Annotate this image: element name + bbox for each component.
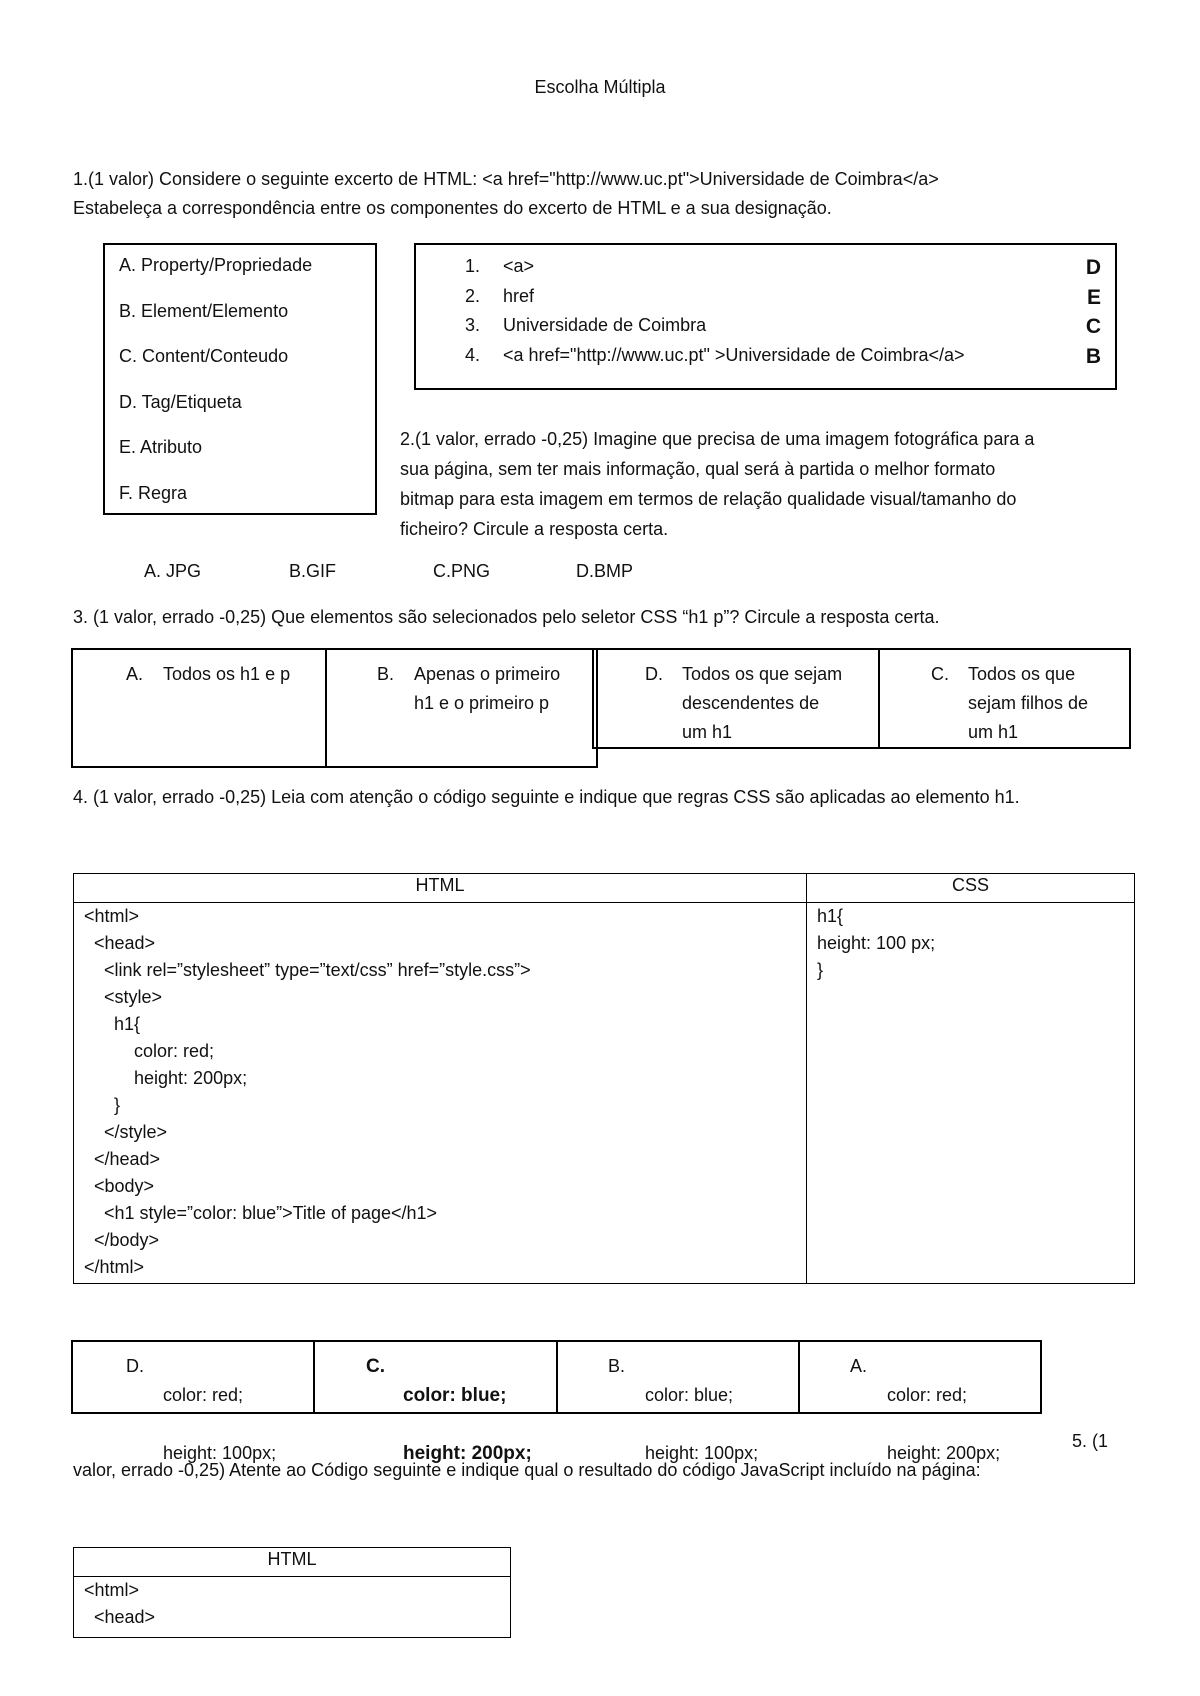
- option-letter: A.: [850, 1356, 868, 1376]
- designation-option: C. Content/Conteudo: [119, 346, 289, 367]
- code-line: <link rel=”stylesheet” type=”text/css” href=”style.css”>: [84, 960, 531, 980]
- match-component: href: [503, 285, 535, 306]
- code-line: h1{: [84, 1014, 141, 1034]
- code-line: </style>: [84, 1122, 168, 1142]
- question-2-text: [400, 424, 1140, 544]
- match-answer: B: [1085, 344, 1101, 368]
- code-line: </head>: [84, 1149, 161, 1169]
- option-text: [645, 1352, 798, 1463]
- option-letter: C.: [931, 664, 949, 684]
- question-4-option[interactable]: [71, 1340, 315, 1463]
- match-row: [465, 255, 1101, 285]
- question-3-text: 3. (1 valor, errado -0,25) Que elementos são selecionados pelo seletor CSS “h1 p”? Circule a resposta certa.: [73, 607, 940, 627]
- code-line: }: [84, 1095, 121, 1115]
- option-text: Todos os que sejam filhos de um h1: [968, 664, 1089, 742]
- code-line: }: [817, 960, 824, 980]
- option-text: Apenas o primeiro h1 e o primeiro p: [414, 664, 561, 713]
- question-5-text: valor, errado -0,25) Atente ao Código seguinte e indique qual o resultado do código JavaScript incluído na página:: [73, 1460, 981, 1480]
- match-answer: C: [1085, 315, 1101, 338]
- option-letter: C.: [366, 1356, 385, 1377]
- match-number: 2.: [465, 285, 481, 306]
- option-line: height: 100px;: [645, 1443, 759, 1463]
- question-2-line: bitmap para esta imagem em termos de relação qualidade visual/tamanho do: [400, 489, 1017, 509]
- code-line: <style>: [84, 987, 163, 1007]
- option-text: [163, 1352, 313, 1463]
- question-2-line: ficheiro? Circule a resposta certa.: [400, 519, 669, 539]
- html-column-header: HTML: [74, 1548, 511, 1577]
- code-line: <body>: [84, 1176, 155, 1196]
- option-letter: D.: [126, 1356, 144, 1376]
- match-number: 3.: [465, 315, 481, 335]
- page-title: Escolha Múltipla: [534, 77, 666, 97]
- code-line: </body>: [84, 1230, 160, 1250]
- match-component: <a>: [503, 256, 535, 276]
- match-answer: D: [1085, 256, 1101, 279]
- code-line: <h1 style=”color: blue”>Title of page</h1>: [84, 1203, 438, 1223]
- option-text: [403, 1352, 556, 1464]
- option-text: [887, 1352, 1040, 1463]
- question-5-number: 5. (1: [1071, 1431, 1108, 1451]
- option-line: height: 200px;: [403, 1443, 532, 1464]
- option-text: Todos os h1 e p: [163, 664, 291, 684]
- question-4-option[interactable]: [313, 1340, 558, 1464]
- code-line: </html>: [84, 1257, 145, 1277]
- question-2-option[interactable]: D.BMP: [576, 561, 634, 581]
- html-column-header: HTML: [74, 874, 807, 903]
- match-component: Universidade de Coimbra: [503, 315, 707, 335]
- match-number: 1.: [465, 256, 481, 276]
- option-text: Todos os que sejam descendentes de um h1: [682, 664, 843, 742]
- question-3-option[interactable]: [71, 648, 327, 768]
- question-4-text: 4. (1 valor, errado -0,25) Leia com atenção o código seguinte e indique que regras CSS são aplicadas ao elemento h1.: [73, 787, 1020, 807]
- match-component: <a href="http://www.uc.pt" >Universidade de Coimbra</a>: [503, 344, 965, 365]
- option-letter: B.: [608, 1356, 626, 1376]
- designation-option: E. Atributo: [119, 437, 203, 458]
- option-line: color: red;: [887, 1385, 968, 1405]
- match-row: [465, 314, 1101, 344]
- question-2-line: 2.(1 valor, errado -0,25) Imagine que precisa de uma imagem fotográfica para a: [400, 429, 1035, 449]
- match-row: [465, 285, 1101, 315]
- html-code-cell: [74, 1577, 511, 1638]
- question-3-option[interactable]: [325, 648, 598, 768]
- css-code-cell: [807, 903, 1135, 1284]
- designation-options-box: [103, 243, 377, 515]
- question-2-option[interactable]: C.PNG: [433, 561, 491, 581]
- code-line: height: 100 px;: [817, 933, 936, 953]
- option-line: color: blue;: [403, 1385, 507, 1406]
- code-table-q5: [73, 1547, 511, 1638]
- question-1-instruction: Estabeleça a correspondência entre os componentes do excerto de HTML e a sua designação.: [73, 198, 832, 218]
- match-number: 4.: [465, 344, 481, 365]
- designation-option: B. Element/Elemento: [119, 300, 289, 321]
- question-1-text: 1.(1 valor) Considere o seguinte excerto de HTML: <a href="http://www.uc.pt">Universidade de Coimbra</a>: [73, 169, 939, 189]
- code-line: <head>: [84, 933, 156, 953]
- component-matching-box: [414, 243, 1117, 390]
- code-line: height: 200px;: [84, 1068, 248, 1088]
- designation-option: F. Regra: [119, 482, 188, 503]
- code-line: h1{: [817, 906, 844, 926]
- option-line: color: red;: [163, 1385, 244, 1405]
- css-column-header: CSS: [807, 874, 1135, 903]
- question-4-option[interactable]: [798, 1340, 1042, 1463]
- code-line: color: red;: [84, 1041, 215, 1061]
- designation-option: A. Property/Propriedade: [119, 255, 313, 275]
- question-3-option[interactable]: [592, 648, 880, 749]
- question-3-option[interactable]: [878, 648, 1131, 749]
- match-row: [465, 344, 1101, 374]
- code-line: <html>: [84, 906, 140, 926]
- question-2-option[interactable]: B.GIF: [289, 561, 337, 581]
- code-table: [73, 873, 1135, 1284]
- option-letter: B.: [377, 664, 395, 684]
- question-4-option[interactable]: [556, 1340, 800, 1463]
- html-code-cell: [74, 903, 807, 1284]
- code-line: <head>: [84, 1607, 156, 1627]
- option-line: height: 100px;: [163, 1443, 277, 1463]
- question-2-option[interactable]: A. JPG: [144, 561, 202, 581]
- option-letter: A.: [126, 664, 144, 684]
- match-answer: E: [1086, 285, 1101, 309]
- designation-option: D. Tag/Etiqueta: [119, 391, 242, 412]
- option-line: height: 200px;: [887, 1443, 1001, 1463]
- option-letter: D.: [645, 664, 663, 684]
- question-2-line: sua página, sem ter mais informação, qual será à partida o melhor formato: [400, 459, 996, 479]
- option-line: color: blue;: [645, 1385, 734, 1405]
- code-line: <html>: [84, 1580, 140, 1600]
